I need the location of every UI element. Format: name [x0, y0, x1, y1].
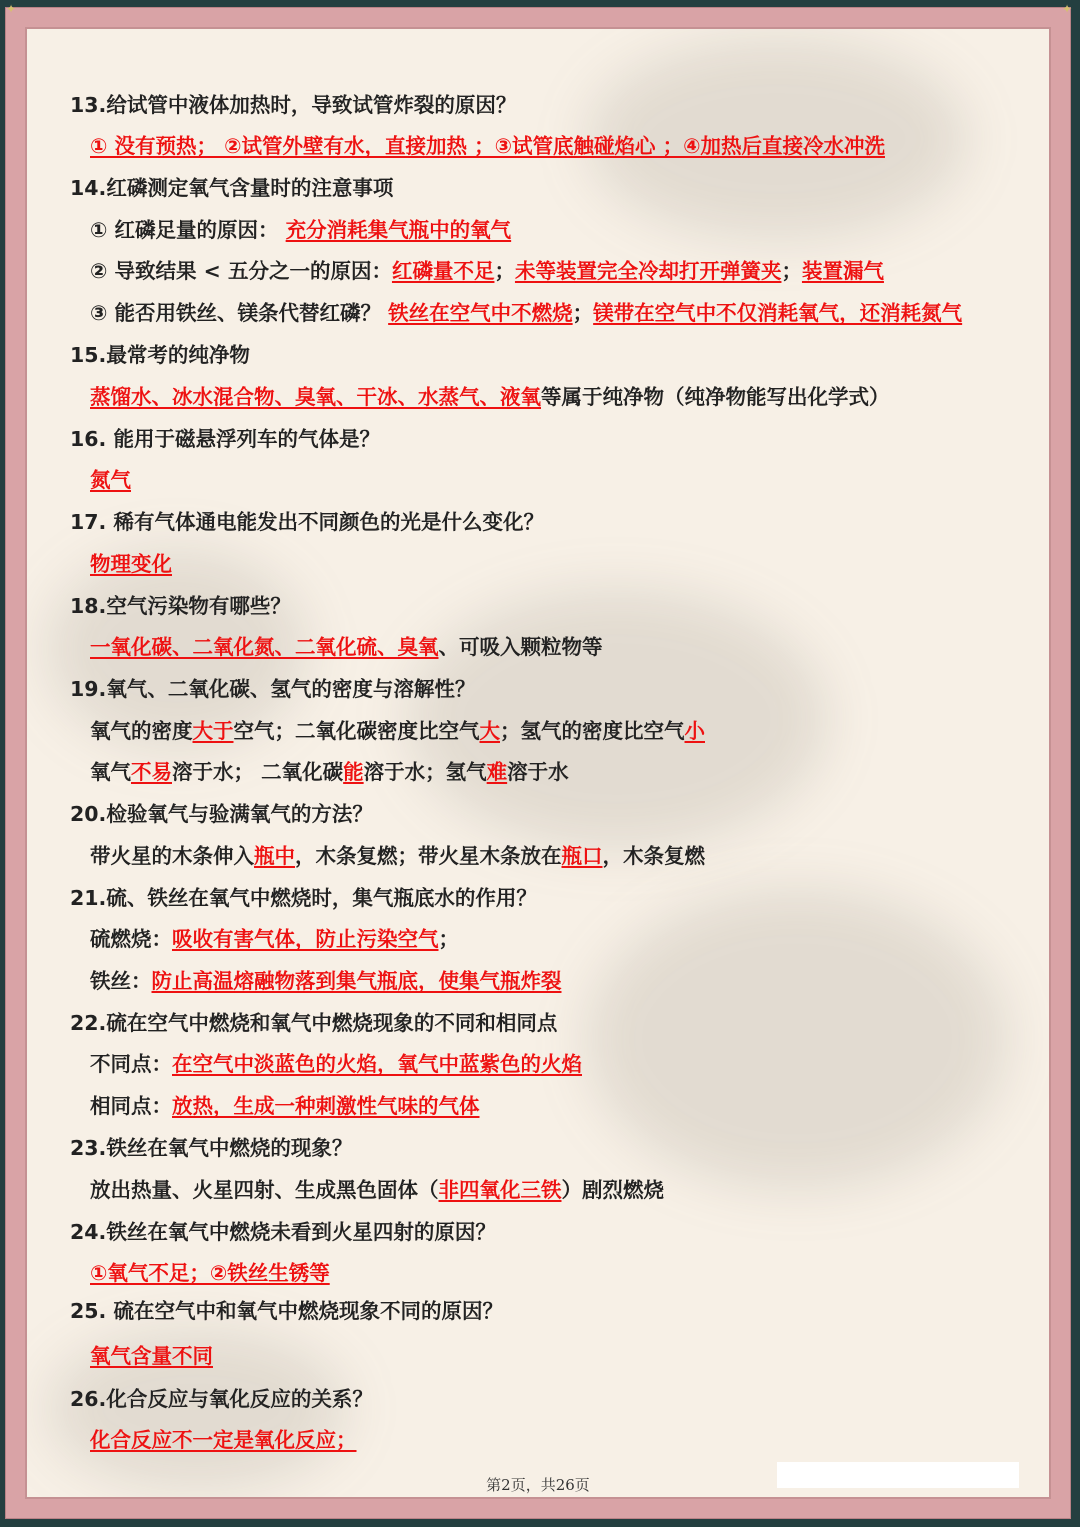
answer-highlight: 能 — [343, 760, 364, 784]
answer-highlight: 大 — [479, 719, 500, 743]
answer-highlight: 化合反应不一定是氧化反应； — [90, 1428, 357, 1452]
answer-highlight: 红磷量不足 — [391, 259, 495, 283]
line-text: 放出热量、火星四射、生成黑色固体（ — [90, 1178, 439, 1202]
question-line — [70, 1134, 352, 1162]
answer-line — [90, 550, 172, 578]
document-body — [27, 29, 1049, 1497]
line-text: 带火星的木条伸入 — [90, 844, 254, 868]
answer-line — [90, 842, 705, 870]
line-text: ； — [494, 259, 515, 283]
line-text: 硫燃烧： — [90, 927, 172, 951]
line-text: ，木条复燃 — [602, 844, 705, 868]
answer-highlight: 镁带在空气中不仅消耗氧气，还消耗氮气 — [593, 301, 963, 325]
page-number: 第2页，共26页 — [486, 1476, 590, 1494]
line-text: 氧气的密度 — [90, 719, 193, 743]
line-text: 26.化合反应与氧化反应的关系？ — [70, 1387, 373, 1411]
page-frame — [5, 7, 1071, 1519]
line-text: ，木条复燃；带火星木条放在 — [295, 844, 562, 868]
question-line — [70, 91, 516, 119]
line-text: 不同点： — [90, 1052, 172, 1076]
answer-line — [90, 1426, 357, 1454]
question-line — [70, 592, 291, 620]
page-sheet — [25, 27, 1051, 1499]
line-text: 铁丝： — [90, 969, 152, 993]
answer-line — [90, 132, 885, 160]
answer-highlight: 蒸馏水、冰水混合物、臭氧、干冰、水蒸气、液氧 — [90, 385, 541, 409]
answer-line — [90, 633, 603, 661]
question-line — [70, 800, 373, 828]
question-line — [70, 1385, 373, 1413]
answer-highlight: 难 — [486, 760, 508, 784]
answer-highlight: 小 — [684, 719, 705, 743]
line-text: 15.最常考的纯净物 — [70, 343, 250, 367]
question-line — [70, 675, 475, 703]
answer-line — [90, 383, 890, 411]
answer-line — [90, 1259, 330, 1287]
answer-line — [90, 466, 131, 494]
line-text: 溶于水；氢气 — [363, 760, 487, 784]
line-text: ； — [781, 259, 802, 283]
question-line — [70, 425, 380, 453]
line-text: 16. 能用于磁悬浮列车的气体是？ — [70, 427, 380, 451]
line-text: 25. 硫在空气中和氧气中燃烧现象不同的原因？ — [70, 1299, 503, 1323]
question-line — [70, 174, 393, 202]
answer-line — [90, 717, 705, 745]
question-line — [70, 1218, 496, 1246]
answer-highlight: 瓶口 — [561, 844, 603, 868]
line-text: 相同点： — [90, 1094, 172, 1118]
answer-line — [90, 967, 562, 995]
answer-highlight: 氧气含量不同 — [90, 1344, 213, 1368]
line-text: 24.铁丝在氧气中燃烧未看到火星四射的原因？ — [70, 1220, 496, 1244]
line-text: ③ 能否用铁丝、镁条代替红磷？ — [90, 301, 389, 325]
answer-highlight: 非四氧化三铁 — [438, 1178, 562, 1202]
question-line — [70, 508, 544, 536]
answer-line — [90, 1092, 480, 1120]
answer-line — [90, 299, 962, 327]
line-text: 21.硫、铁丝在氧气中燃烧时，集气瓶底水的作用？ — [70, 886, 537, 910]
line-text: ① 红磷足量的原因： — [90, 218, 286, 242]
line-text: 等属于纯净物（纯净物能写出化学式） — [541, 385, 890, 409]
line-text: 溶于水； 二氧化碳 — [172, 760, 344, 784]
answer-highlight: 防止高温熔融物落到集气瓶底，使集气瓶炸裂 — [151, 969, 562, 993]
question-line — [70, 341, 250, 369]
question-line — [70, 1009, 557, 1037]
answer-line — [90, 216, 511, 244]
answer-highlight: ①氧气不足；②铁丝生锈等 — [90, 1261, 330, 1285]
answer-highlight: ① 没有预热； ②试管外壁有水，直接加热 ；③试管底触碰焰心 ；④加热后直接冷水冲洗 — [90, 134, 885, 158]
line-text: ② 导致结果 < 五分之一的原因： — [90, 259, 392, 283]
answer-highlight: 吸收有害气体，防止污染空气 — [172, 927, 439, 951]
answer-highlight: 放热，生成一种刺激性气味的气体 — [172, 1094, 480, 1118]
line-text: ）剧烈燃烧 — [561, 1178, 664, 1202]
question-line — [70, 1297, 503, 1325]
answer-highlight: 铁丝在空气中不燃烧 — [388, 301, 573, 325]
answer-highlight: 一氧化碳、二氧化氮、二氧化硫、臭氧 — [90, 635, 439, 659]
line-text: 19.氧气、二氧化碳、氢气的密度与溶解性？ — [70, 677, 476, 701]
corner-ornament: ✦ — [6, 2, 17, 16]
answer-highlight: 氮气 — [90, 468, 131, 492]
line-text: 20.检验氧气与验满氧气的方法？ — [70, 802, 373, 826]
line-text: 13.给试管中液体加热时，导致试管炸裂的原因？ — [70, 93, 517, 117]
line-text: 22.硫在空气中燃烧和氧气中燃烧现象的不同和相同点 — [70, 1011, 558, 1035]
answer-highlight: 未等装置完全冷却打开弹簧夹 — [514, 259, 782, 283]
answer-highlight: 物理变化 — [90, 552, 172, 576]
line-text: 空气；二氧化碳密度比空气 — [233, 719, 480, 743]
line-text: 溶于水 — [507, 760, 569, 784]
line-text: 17. 稀有气体通电能发出不同颜色的光是什么变化？ — [70, 510, 544, 534]
line-text: ； — [438, 927, 459, 951]
line-text: 氧气 — [90, 760, 131, 784]
line-text: 23.铁丝在氧气中燃烧的现象？ — [70, 1136, 353, 1160]
line-text: ； — [572, 301, 594, 325]
line-text: ；氢气的密度比空气 — [500, 719, 685, 743]
line-text: 18.空气污染物有哪些？ — [70, 594, 291, 618]
answer-highlight: 瓶中 — [254, 844, 295, 868]
corner-ornament: ✦ — [1062, 2, 1073, 16]
answer-line — [90, 758, 569, 786]
answer-highlight: 在空气中淡蓝色的火焰，氧气中蓝紫色的火焰 — [172, 1052, 582, 1076]
answer-line — [90, 1342, 213, 1370]
answer-highlight: 不易 — [131, 760, 172, 784]
answer-line — [90, 1050, 582, 1078]
line-text: 、可吸入颗粒物等 — [438, 635, 603, 659]
answer-highlight: 装置漏气 — [801, 259, 884, 283]
answer-highlight: 充分消耗集气瓶中的氧气 — [285, 218, 512, 242]
answer-line — [90, 925, 459, 953]
answer-line — [90, 257, 884, 285]
answer-highlight: 大于 — [192, 719, 234, 743]
answer-line — [90, 1176, 664, 1204]
line-text: 14.红磷测定氧气含量时的注意事项 — [70, 176, 394, 200]
question-line — [70, 884, 537, 912]
